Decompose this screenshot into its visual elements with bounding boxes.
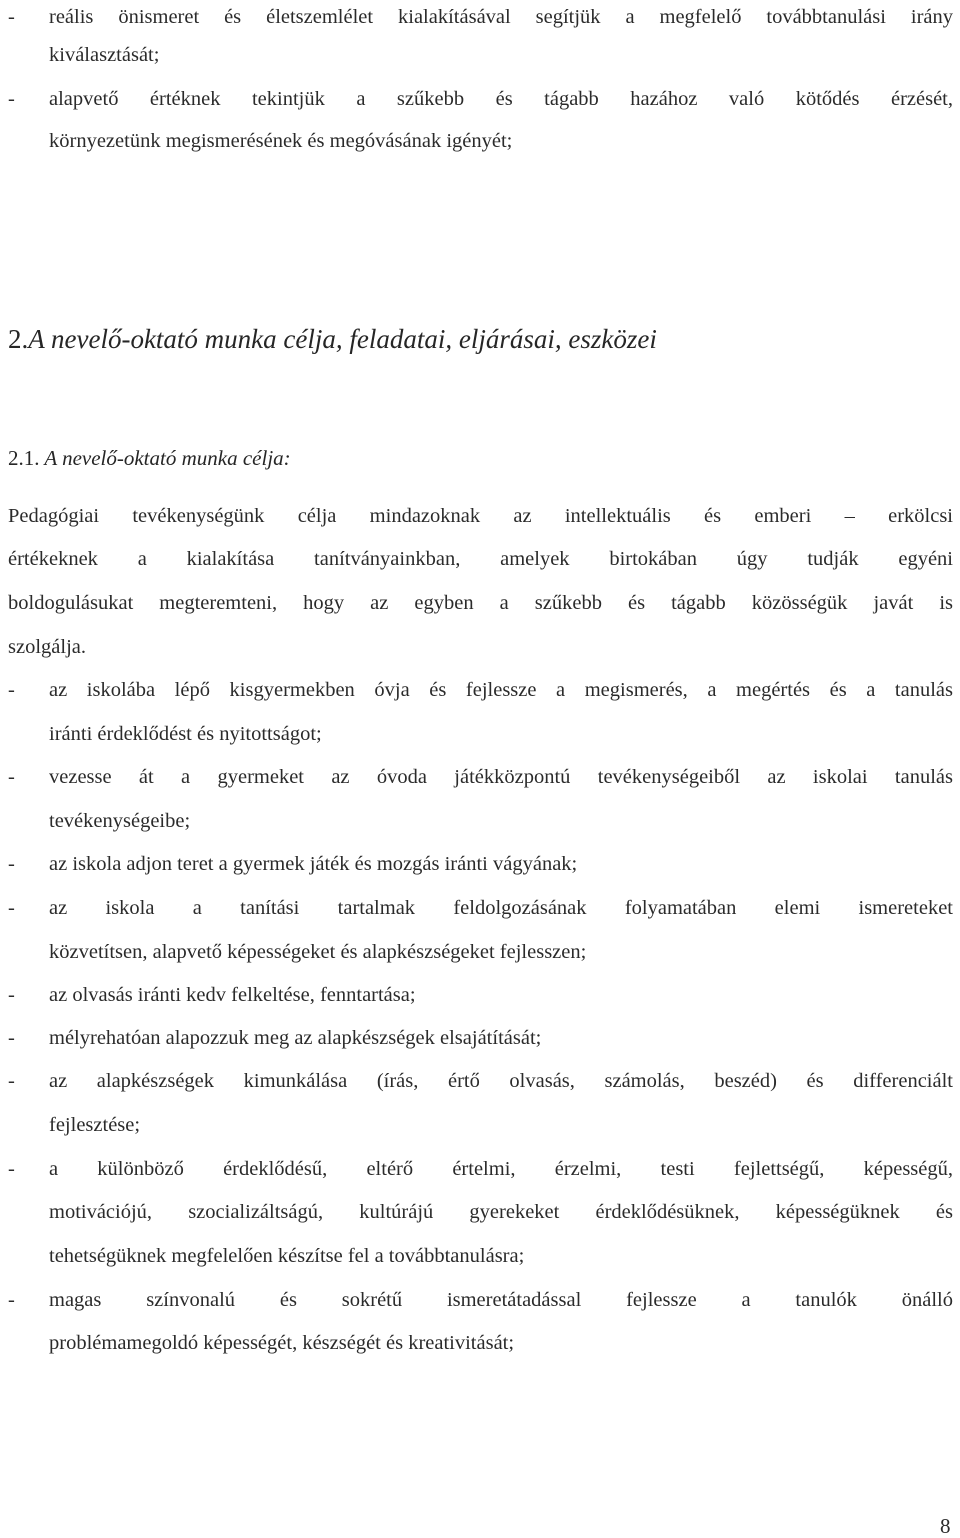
paragraph-line: szolgálja.: [8, 636, 86, 658]
list-item-text: magas színvonalú és sokrétű ismeretátadással fejlessze a tanulók önálló: [49, 1289, 953, 1311]
list-item-text: az iskolába lépő kisgyermekben óvja és fejlessze a megismerés, a megértés és a tanulás: [49, 679, 953, 701]
list-item-text: az iskola a tanítási tartalmak feldolgozásának folyamatában elemi ismereteket: [49, 897, 953, 919]
list-dash: -: [8, 88, 15, 110]
list-dash: -: [8, 853, 15, 875]
list-dash: -: [8, 1289, 15, 1311]
list-dash: -: [8, 1027, 15, 1049]
list-item-text: környezetünk megismerésének és megóvásának igényét;: [49, 130, 513, 152]
list-dash: -: [8, 679, 15, 701]
list-item-text: az olvasás iránti kedv felkeltése, fenntartása;: [49, 984, 416, 1006]
list-dash: -: [8, 1158, 15, 1180]
list-item-text: iránti érdeklődést és nyitottságot;: [49, 723, 322, 745]
list-item-text: problémamegoldó képességét, készségét és kreativitását;: [49, 1332, 515, 1354]
page-number: 8: [940, 1514, 951, 1538]
list-item-text: motivációjú, szocializáltságú, kultúrájú gyerekeket érdeklődésüknek, képességüknek és: [49, 1201, 953, 1223]
list-item-text: reális önismeret és életszemlélet kialakításával segítjük a megfelelő továbbtanulási irány: [49, 6, 953, 28]
section-title: A nevelő-oktató munka célja, feladatai, eljárásai, eszközei: [28, 324, 657, 354]
section-heading: [8, 326, 657, 353]
subsection-number: 2.1.: [8, 446, 40, 470]
paragraph-line: boldogulásukat megteremteni, hogy az egyben a szűkebb és tágabb közösségük javát is: [8, 592, 953, 614]
section-number: 2.: [8, 324, 29, 354]
list-item-text: közvetítsen, alapvető képességeket és alapkészségeket fejlesszen;: [49, 941, 587, 963]
list-item-text: tevékenységeibe;: [49, 810, 191, 832]
list-item-text: fejlesztése;: [49, 1114, 141, 1136]
list-item-text: alapvető értéknek tekintjük a szűkebb és tágabb hazához való kötődés érzését,: [49, 88, 953, 110]
list-item-text: vezesse át a gyermeket az óvoda játékközpontú tevékenységeiből az iskolai tanulás: [49, 766, 953, 788]
subsection-heading: [8, 448, 291, 469]
paragraph-line: Pedagógiai tevékenységünk célja mindazoknak az intellektuális és emberi – erkölcsi: [8, 505, 953, 527]
list-dash: -: [8, 1070, 15, 1092]
subsection-title: A nevelő-oktató munka célja:: [44, 446, 291, 470]
list-item-text: az alapkészségek kimunkálása (írás, értő olvasás, számolás, beszéd) és differenciált: [49, 1070, 953, 1092]
paragraph-line: értékeknek a kialakítása tanítványainkban, amelyek birtokában úgy tudják egyéni: [8, 548, 953, 570]
list-dash: -: [8, 984, 15, 1006]
list-item-text: mélyrehatóan alapozzuk meg az alapkészségek elsajátítását;: [49, 1027, 542, 1049]
list-dash: -: [8, 897, 15, 919]
list-item-text: az iskola adjon teret a gyermek játék és mozgás iránti vágyának;: [49, 853, 578, 875]
list-dash: -: [8, 766, 15, 788]
list-item-text: a különböző érdeklődésű, eltérő értelmi, érzelmi, testi fejlettségű, képességű,: [49, 1158, 953, 1180]
list-item-text: tehetségüknek megfelelően készítse fel a továbbtanulásra;: [49, 1245, 525, 1267]
list-item-text: kiválasztását;: [49, 44, 160, 66]
list-dash: -: [8, 6, 15, 28]
